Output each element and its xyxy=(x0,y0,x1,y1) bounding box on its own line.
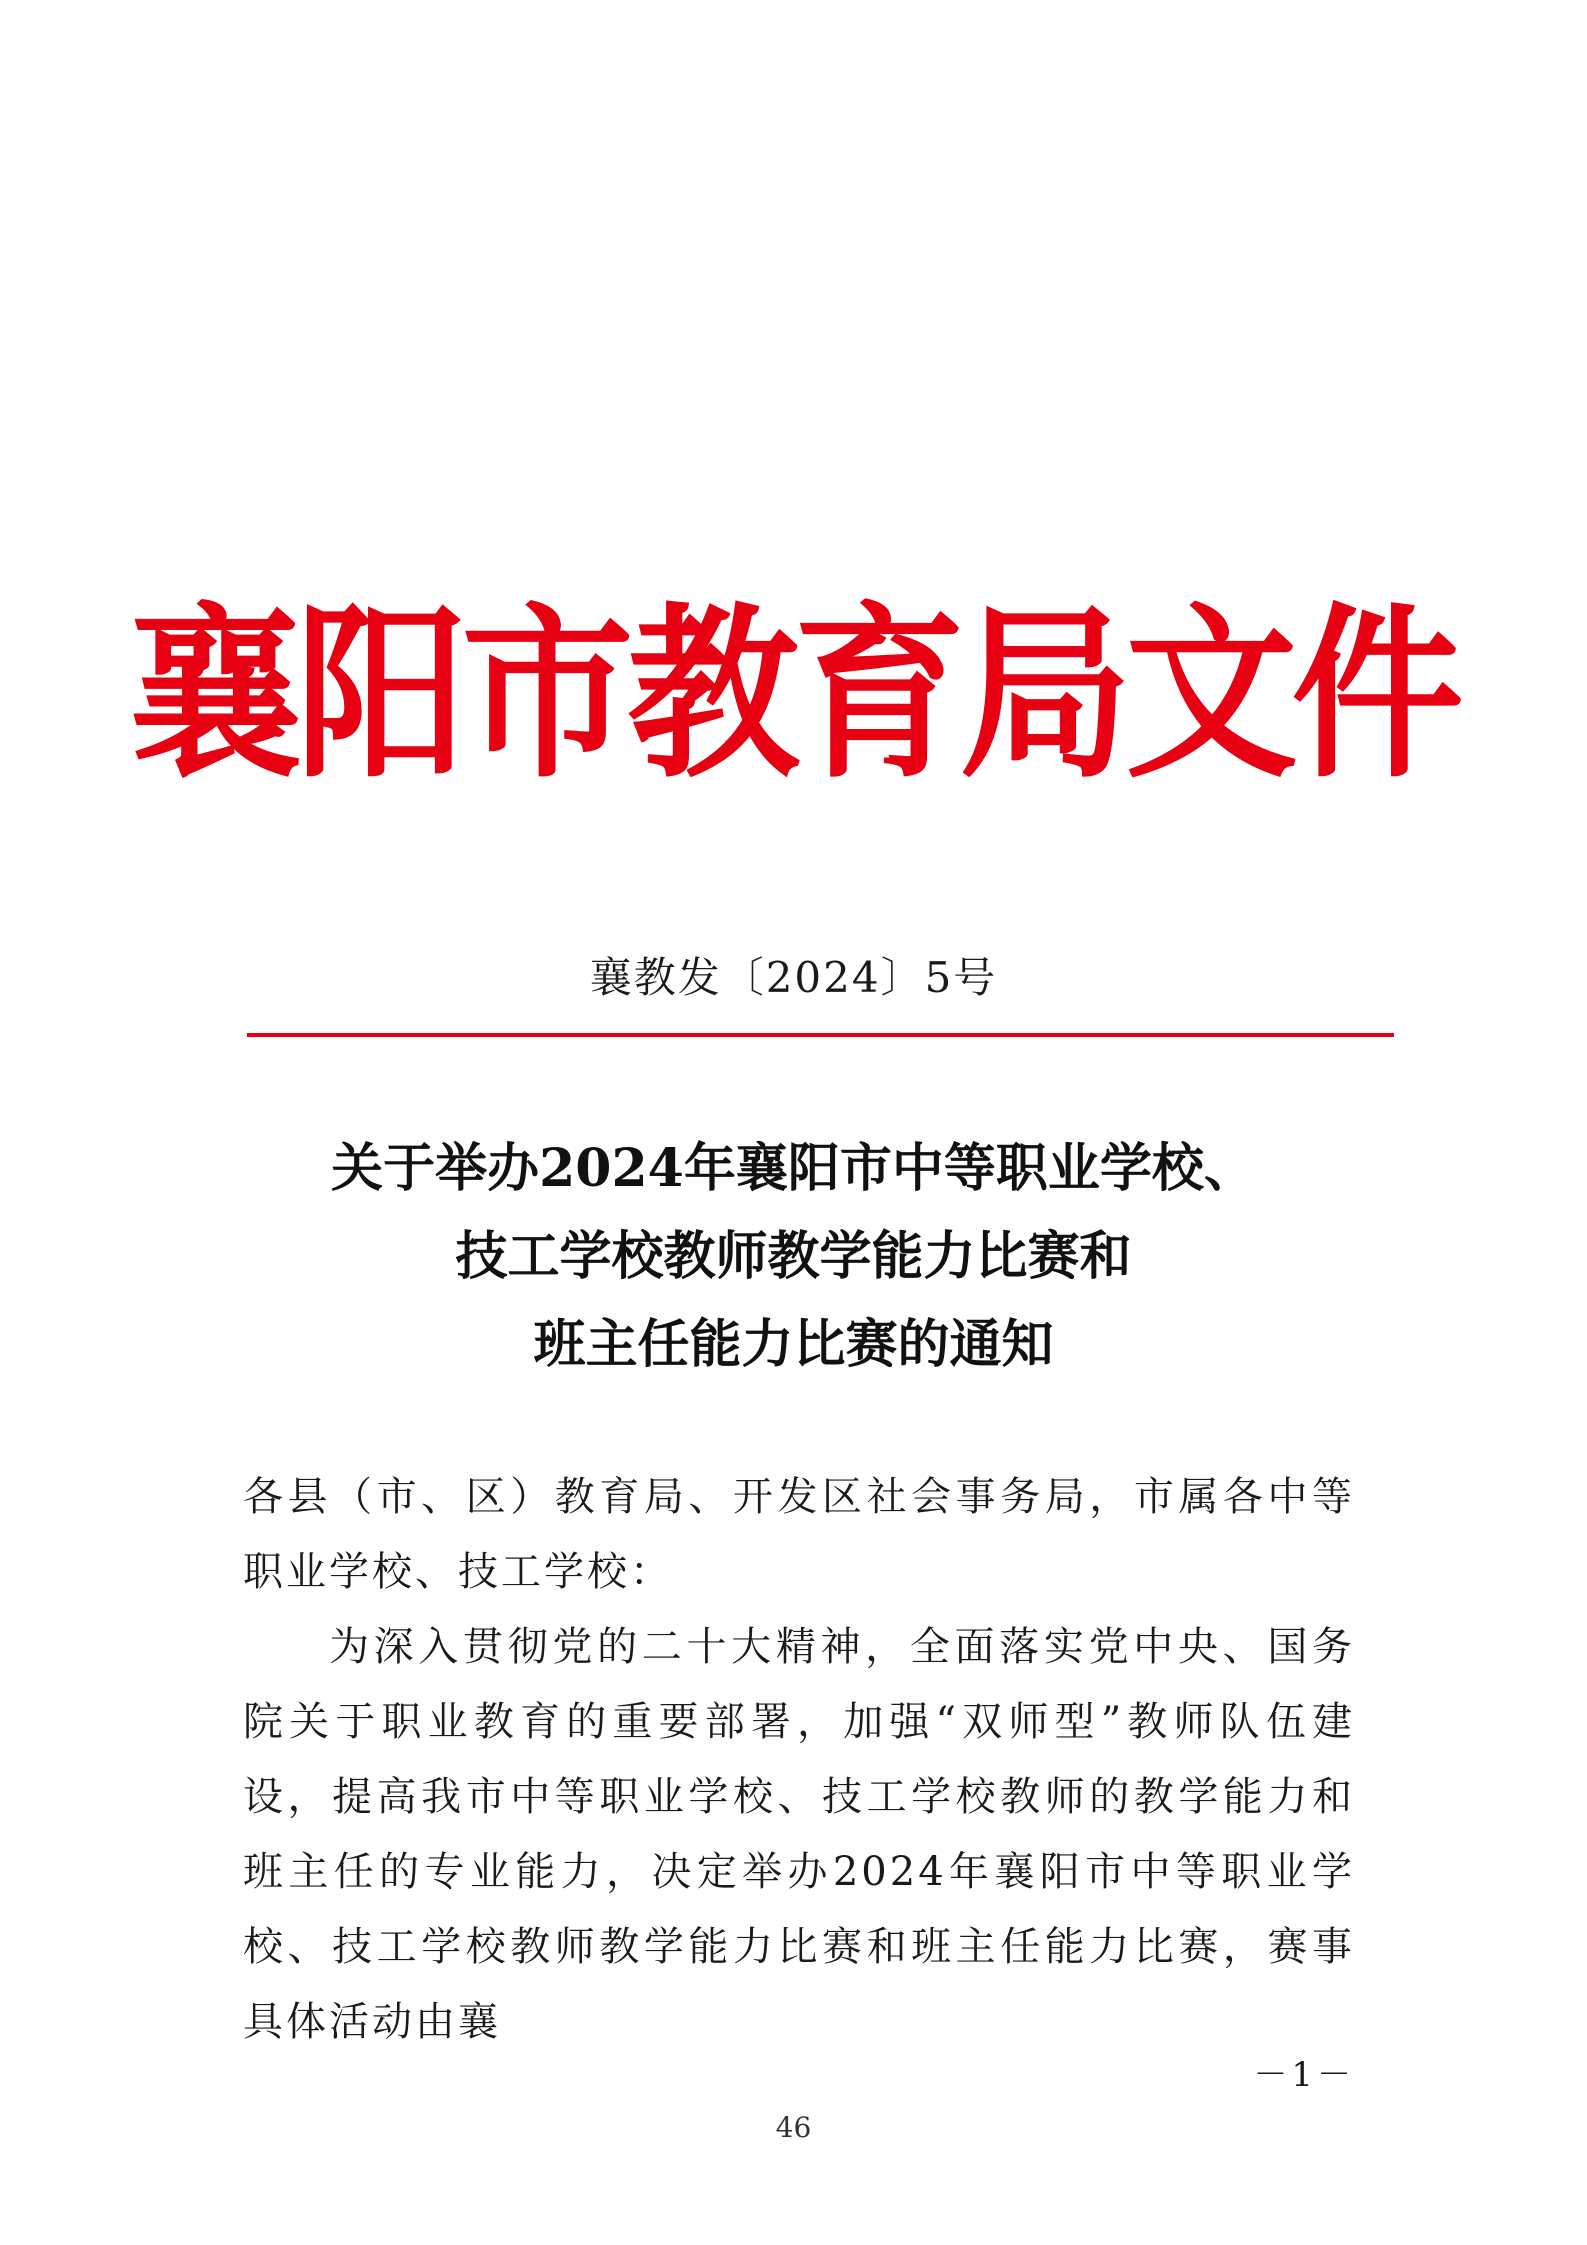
footer-page-number: 46 xyxy=(775,2111,812,2144)
addressee-paragraph: 各县（市、区）教育局、开发区社会事务局，市属各中等职业学校、技工学校： xyxy=(243,1474,1355,1595)
document-body xyxy=(243,1460,1355,2060)
title-line-3: 班主任能力比赛的通知 xyxy=(533,1314,1054,1375)
title-line-1: 关于举办2024年襄阳市中等职业学校、 xyxy=(331,1138,1256,1199)
document-title xyxy=(200,1125,1387,1389)
document-number: 襄教发〔2024〕5号 xyxy=(589,953,998,1002)
document-masthead: 襄阳市教育局文件 xyxy=(129,584,1458,804)
body-paragraph-1: 为深入贯彻党的二十大精神，全面落实党中央、国务院关于职业教育的重要部署，加强“双师型”教师队伍建设，提高我市中等职业学校、技工学校教师的教学能力和班主任的专业能力，决定举办2024年襄阳市中等职业学校、技工学校教师教学能力比赛和班主任能力比赛，赛事具体活动由襄 xyxy=(243,1624,1355,2045)
title-line-2: 技工学校教师教学能力比赛和 xyxy=(455,1226,1132,1287)
page-marker: －1－ xyxy=(1253,2055,1355,2095)
red-divider-line xyxy=(247,1033,1394,1037)
